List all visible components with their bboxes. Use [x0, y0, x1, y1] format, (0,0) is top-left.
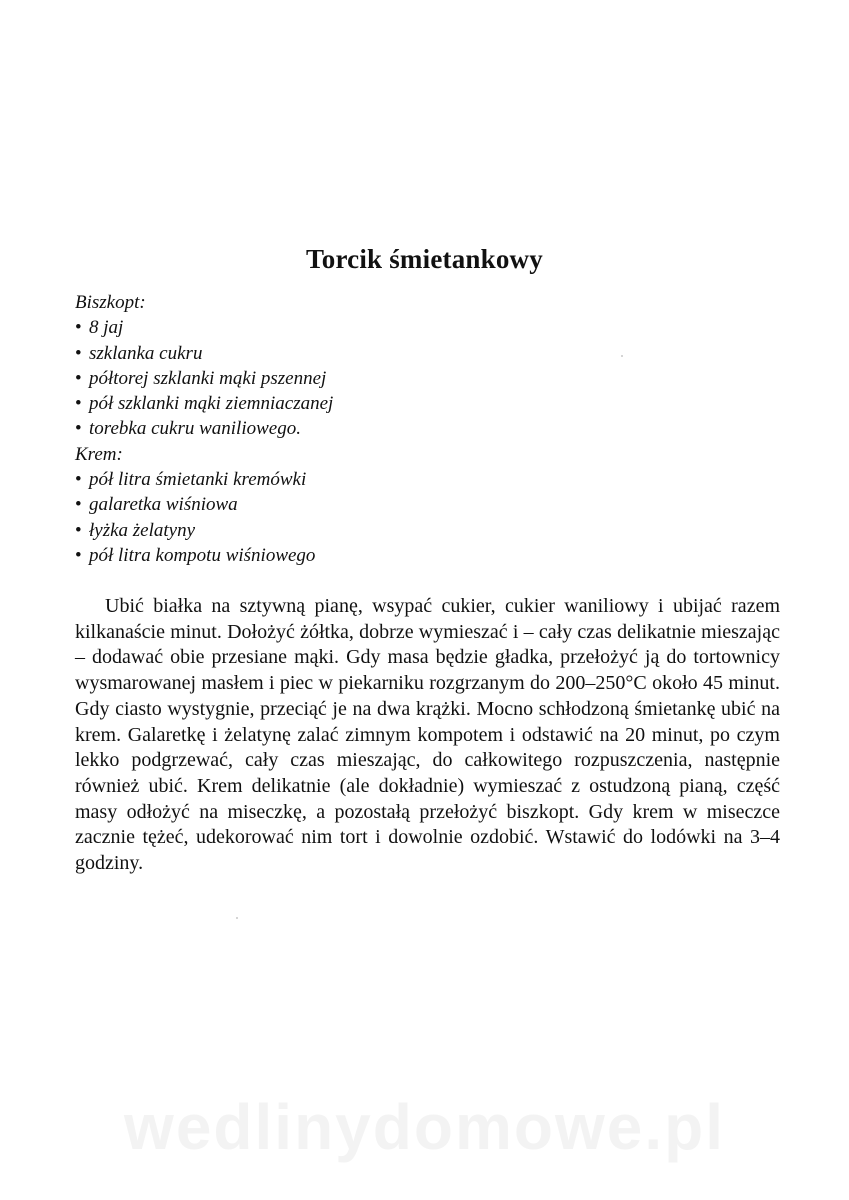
- instructions-paragraph: Ubić białka na sztywną pianę, wsypać cukier, cukier waniliowy i ubijać razem kilkanaście minut. Dołożyć żółtka, dobrze wymieszać i – cały czas delikatnie mieszając – dodawać obie przesiane mąki. Gdy masa będzie gładka, przełożyć ją do tortownicy wysmarowanej masłem i piec w piekarniku rozgrzanym do 200–250°C około 45 minut. Gdy ciasto wystygnie, przeciąć je na dwa krążki. Mocno schłodzoną śmietankę ubić na krem. Galaretkę i żelatynę zalać zimnym kompotem i odstawić na 20 minut, po czym lekko podgrzewać, cały czas mieszając, do całkowitego rozpuszczenia, następnie również ubić. Krem delikatnie (ale dokładnie) wymieszać z ostudzoną pianą, część masy odłożyć na miseczkę, a pozostałą przełożyć biszkopt. Gdy krem w miseczce zacznie tężeć, udekorować nim tort i dowolnie ozdobić. Wstawić do lodówki na 3–4 godziny.: [75, 595, 780, 875]
- ingredient-text: pół litra śmietanki kremówki: [89, 469, 307, 491]
- list-item: [75, 315, 635, 340]
- bullet-icon: •: [75, 367, 82, 389]
- bullet-icon: •: [75, 418, 82, 440]
- list-item: [75, 492, 635, 517]
- section-heading: Krem:: [75, 443, 123, 465]
- list-item: [75, 341, 635, 366]
- ingredient-text: pół litra kompotu wiśniowego: [89, 544, 316, 566]
- ingredient-list: [75, 315, 635, 441]
- ingredient-text: galaretka wiśniowa: [89, 494, 238, 516]
- ingredients-section-cream: [75, 442, 635, 568]
- bullet-icon: •: [75, 469, 82, 491]
- bullet-icon: •: [75, 544, 82, 566]
- ingredients-section-sponge: [75, 290, 635, 442]
- list-item: [75, 518, 635, 543]
- scan-speck: [236, 917, 238, 919]
- bullet-icon: •: [75, 317, 82, 339]
- recipe-title: Torcik śmietankowy: [306, 244, 543, 274]
- watermark: wedlinydomowe.pl: [124, 1091, 725, 1163]
- ingredient-text: półtorej szklanki mąki pszennej: [89, 367, 327, 389]
- bullet-icon: •: [75, 494, 82, 516]
- bullet-icon: •: [75, 393, 82, 415]
- ingredient-text: szklanka cukru: [89, 342, 203, 364]
- list-item: [75, 543, 635, 568]
- ingredient-list: [75, 467, 635, 568]
- bullet-icon: •: [75, 519, 82, 541]
- ingredients-block: [75, 290, 635, 568]
- list-item: [75, 416, 635, 441]
- scan-speck: [621, 355, 623, 357]
- list-item: [75, 467, 635, 492]
- section-heading: Biszkopt:: [75, 292, 146, 313]
- ingredient-text: 8 jaj: [89, 317, 124, 339]
- list-item: [75, 366, 635, 391]
- bullet-icon: •: [75, 342, 82, 364]
- list-item: [75, 391, 635, 416]
- ingredient-text: łyżka żelatyny: [89, 519, 196, 541]
- ingredient-text: pół szklanki mąki ziemniaczanej: [89, 393, 334, 415]
- ingredient-text: torebka cukru waniliowego.: [89, 418, 301, 440]
